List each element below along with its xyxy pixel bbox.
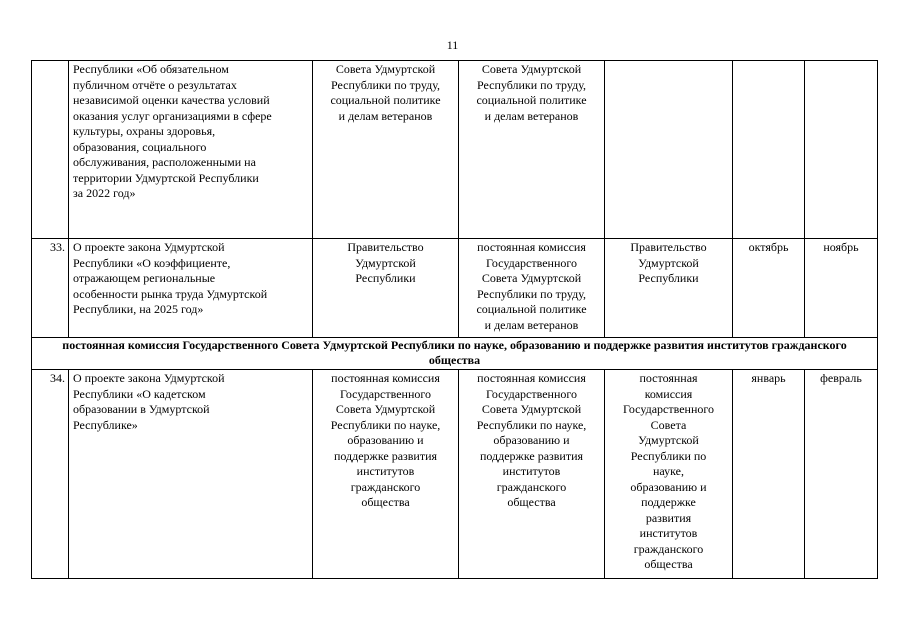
submitter — [605, 370, 733, 579]
text-line: гражданского — [496, 479, 567, 494]
text-line: постоянная комиссия — [331, 371, 440, 385]
text-line: Республики по труду, — [330, 77, 440, 92]
bill-title — [69, 61, 313, 239]
month-review: ноябрь — [805, 239, 878, 338]
text-line: независимой оценки качества условий — [73, 93, 270, 107]
text-line: Республики, на 2025 год» — [73, 302, 204, 316]
text-line: Совета Удмуртской — [481, 62, 582, 76]
text-line: Республики по науке, — [330, 417, 441, 432]
text-line: социальной политике — [476, 302, 587, 316]
text-line: общества — [361, 495, 410, 509]
text-line: Совета Удмуртской — [481, 402, 582, 416]
text-line: Государственного — [623, 402, 714, 416]
table-row — [32, 370, 878, 579]
text-line: Республики по — [630, 448, 707, 463]
month-submit: январь — [733, 370, 805, 579]
text-line: постоянная комиссия — [477, 240, 586, 254]
submitter — [605, 239, 733, 338]
month-review: февраль — [805, 370, 878, 579]
initiator — [313, 61, 459, 239]
text-line: постоянная — [639, 371, 698, 385]
text-line: развития — [645, 510, 692, 525]
text-line: науке, — [653, 464, 684, 478]
text-line: Государственного — [486, 386, 577, 401]
text-line: Совета Удмуртской — [481, 271, 582, 285]
text-line: Республики «О коэффициенте, — [73, 255, 231, 270]
month-review — [805, 61, 878, 239]
text-line: институтов — [356, 464, 415, 478]
text-line: Совета Удмуртской — [335, 402, 436, 416]
text-line: за 2022 год» — [73, 186, 136, 200]
text-line: Республики — [355, 271, 416, 285]
text-line: Республики по труду, — [476, 286, 586, 301]
section-header-row — [32, 338, 878, 370]
text-line: образованию и — [630, 479, 707, 494]
text-line: общества — [507, 495, 556, 509]
text-line: особенности рынка труда Удмуртской — [73, 286, 268, 301]
text-line: культуры, охраны здоровья, — [73, 124, 216, 138]
month-submit — [733, 61, 805, 239]
text-line: социальной политике — [330, 93, 441, 107]
text-line: О проекте закона Удмуртской — [73, 371, 225, 385]
text-line: Удмуртской — [638, 433, 699, 447]
text-line: поддержке развития — [479, 448, 584, 463]
bill-title — [69, 239, 313, 338]
text-line: Правительство — [630, 240, 707, 254]
text-line: Республики по труду, — [476, 77, 586, 92]
text-line: Правительство — [347, 240, 424, 254]
text-line: Республике» — [73, 417, 138, 432]
initiator — [313, 370, 459, 579]
text-line: Республики «О кадетском — [73, 386, 206, 401]
section-header: постоянная комиссия Государственного Совета Удмуртской Республики по науке, образованию и поддержке развития институтов гражданского общества — [32, 338, 878, 370]
text-line: гражданского — [633, 541, 704, 556]
text-line: институтов — [502, 464, 561, 478]
text-line: общества — [644, 557, 693, 571]
text-line: Совета Удмуртской — [335, 62, 436, 76]
text-line: Государственного — [340, 386, 431, 401]
text-line: Удмуртской — [638, 255, 699, 270]
text-line: Республики «Об обязательном — [73, 62, 229, 76]
responsible-committee — [459, 370, 605, 579]
text-line: Государственного — [486, 255, 577, 270]
text-line: отражающем региональные — [73, 271, 216, 285]
text-line: оказания услуг организациями в сфере — [73, 108, 272, 123]
text-line: поддержке развития — [333, 448, 438, 463]
table-row — [32, 239, 878, 338]
text-line: институтов — [639, 526, 698, 540]
text-line: комиссия — [644, 386, 693, 401]
text-line: Совета — [650, 417, 687, 432]
page-number: 11 — [446, 38, 459, 52]
text-line: образованию и — [347, 433, 424, 447]
text-line: образования, социального — [73, 139, 207, 154]
text-line: социальной политике — [476, 93, 587, 107]
month-submit: октябрь — [733, 239, 805, 338]
initiator — [313, 239, 459, 338]
text-line: Удмуртской — [355, 255, 416, 270]
text-line: гражданского — [350, 479, 421, 494]
submitter — [605, 61, 733, 239]
row-number: 34. — [32, 370, 69, 579]
text-line: образованию и — [493, 433, 570, 447]
text-line: поддержке — [641, 495, 696, 509]
text-line: О проекте закона Удмуртской — [73, 240, 225, 254]
text-line: и делам ветеранов — [338, 108, 433, 123]
bill-title — [69, 370, 313, 579]
text-line: территории Удмуртской Республики — [73, 170, 259, 185]
responsible-committee — [459, 61, 605, 239]
text-line: публичном отчёте о результатах — [73, 77, 237, 92]
text-line: обслуживания, расположенными на — [73, 155, 256, 169]
responsible-committee — [459, 239, 605, 338]
text-line: и делам ветеранов — [484, 108, 579, 123]
row-number — [32, 61, 69, 239]
text-line: Республики — [638, 271, 699, 285]
text-line: Республики по науке, — [476, 417, 587, 432]
text-line: постоянная комиссия — [477, 371, 586, 385]
text-line: и делам ветеранов — [484, 317, 579, 332]
row-number: 33. — [32, 239, 69, 338]
table-row — [32, 61, 878, 239]
text-line: образовании в Удмуртской — [73, 402, 210, 416]
plan-table — [31, 60, 878, 579]
